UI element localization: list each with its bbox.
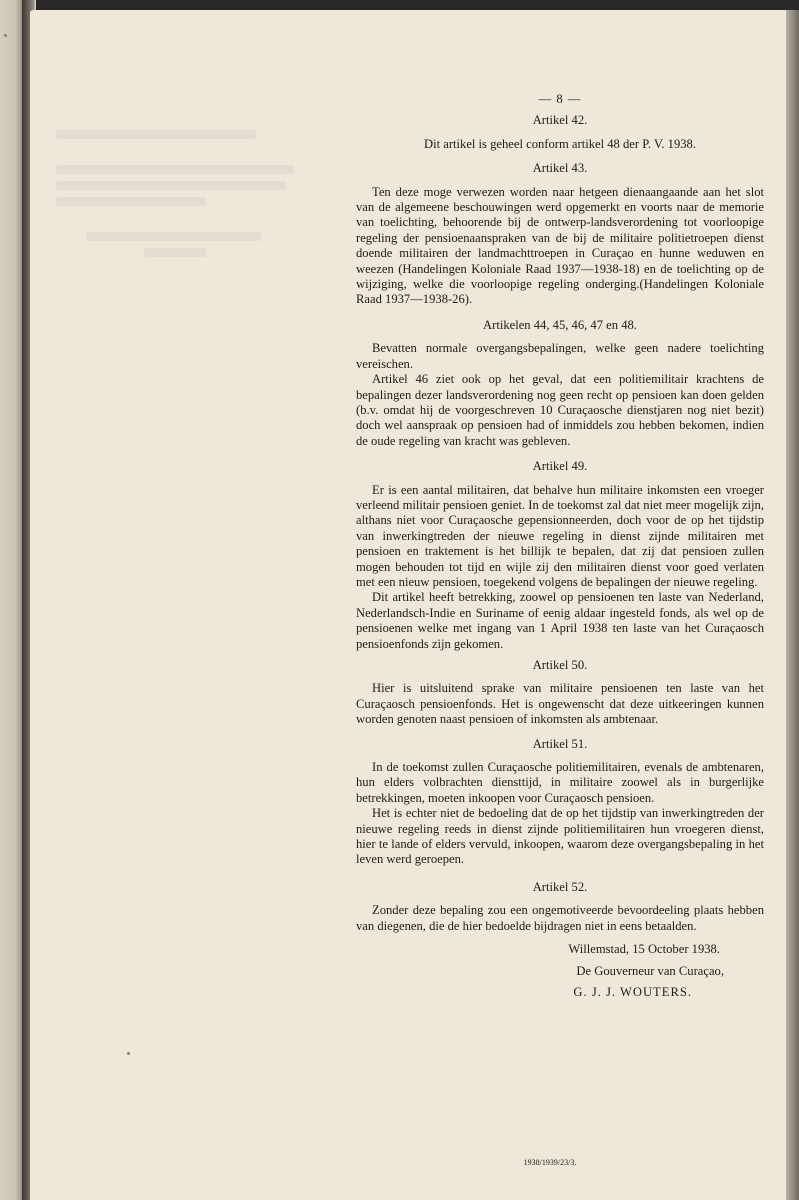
signature-place-date: Willemstad, 15 October 1938. — [568, 942, 720, 957]
paragraph: Er is een aantal militairen, dat behalve hun militaire inkomsten een vroeger verleend militair pensioen geniet. In de toekomst zal dat niet meer mogelijk zijn, althans niet voor Curaçaosche gepensionneerden, doch voor de op het tijdstip van inwerkingtreden der nieuwe regeling in dienst zijnde militairen met pensioen en traktement is het billijk te bepalen, dat zij dat pensioen zullen mogen behouden tot tijd en wijle zij den militairen dienst voor goed verlaten met een nieuw pensioen, toegekend volgens de bepalingen der nieuwe regeling. — [356, 482, 764, 589]
heading-artikel-43: Artikel 43. — [532, 161, 588, 176]
page-number: — 8 — — [538, 92, 582, 106]
paragraph: In de toekomst zullen Curaçaosche politiemilitairen, evenals de ambtenaren, hun elders volbrachten diensttijd, in militaire zoowel als in burgerlijke betrekkingen, moeten inkoopen voor Curaçaosch pensioen. — [356, 760, 764, 805]
paragraph: Hier is uitsluitend sprake van militaire pensioenen ten laste van het Curaçaosch pensioenfonds. Het is ongewenscht dat deze uitkeeringen kunnen worden genoten naast pensioen of inkomsten als ambtenaar. — [356, 681, 764, 727]
paper-speck — [127, 1052, 130, 1055]
heading-artikel-52: Artikel 52. — [532, 879, 588, 894]
signature-name: G. J. J. WOUTERS. — [573, 984, 692, 999]
paper-speck — [4, 34, 7, 37]
signature-role: De Gouverneur van Curaçao, — [576, 963, 724, 978]
paragraph: Het is echter niet de bedoeling dat de op het tijdstip van inwerkingtreden der nieuwe regeling reeds in dienst zijnde politiemilitairen hun vroegeren dienst, hier te lande of elders vervuld, inkoopen, waarom deze overgangsbepaling in het leven werd geroepen. — [356, 806, 764, 867]
heading-artikel-51: Artikel 51. — [532, 736, 588, 751]
heading-artikelen-44-48: Artikelen 44, 45, 46, 47 en 48. — [483, 317, 637, 332]
paragraph: Artikel 46 ziet ook op het geval, dat een politiemilitair krachtens de bepalingen dezer landsverordening nog geen recht op pensioen kan doen gelden (b.v. omdat hij de voorgeschreven 10 Curaçaosche dienstjaren nog niet bezit) doch wel aanspraak op pensioen had of inmiddels zou hebben bekomen, indien de oude regeling van kracht was gebleven. — [356, 372, 764, 448]
paragraph: Bevatten normale overgangsbepalingen, welke geen nadere toelichting vereischen. — [356, 341, 764, 371]
right-page-edge — [786, 10, 799, 1200]
footer-code: 1938/1939/23/3. — [523, 1158, 577, 1167]
document-text-column — [356, 92, 764, 1000]
heading-artikel-42: Artikel 42. — [532, 113, 588, 128]
heading-artikel-50: Artikel 50. — [532, 658, 588, 672]
paragraph: Dit artikel heeft betrekking, zoowel op pensioenen ten laste van Nederland, Nederlandsch-Indie en Suriname of eenig aldaar ingesteld fonds, als wel op de pensioenen welke met ingang van 1 April 1938 ten laste van het Curaçaosch pensioenfonds zijn gekomen. — [356, 590, 764, 651]
paragraph: Dit artikel is geheel conform artikel 48 der P. V. 1938. — [424, 136, 696, 151]
paragraph: Ten deze moge verwezen worden naar hetgeen dienaangaande aan het slot van de algemeene beschouwingen werd opgemerkt en voorts naar de memorie van toelichting, behoorende bij de ontwerp-landsverordening tot voorloopige regeling der pensioenaanspraken van de bij de militaire politietroepen dienst doende militairen der landmachttroepen in Curaçao en hunne weduwen en weezen (Handelingen Koloniale Raad 1937—1938-18) en de toelichting op de wijziging, welke die voorloopige regeling onderging.(Handelingen Koloniale Raad 1937—1938-26). — [356, 184, 764, 307]
heading-artikel-49: Artikel 49. — [532, 459, 588, 474]
paragraph: Zonder deze bepaling zou een ongemotiveerde bevoordeeling plaats hebben van diegenen, die de hier bedoelde bijdragen niet in eens betaalden. — [356, 903, 764, 933]
